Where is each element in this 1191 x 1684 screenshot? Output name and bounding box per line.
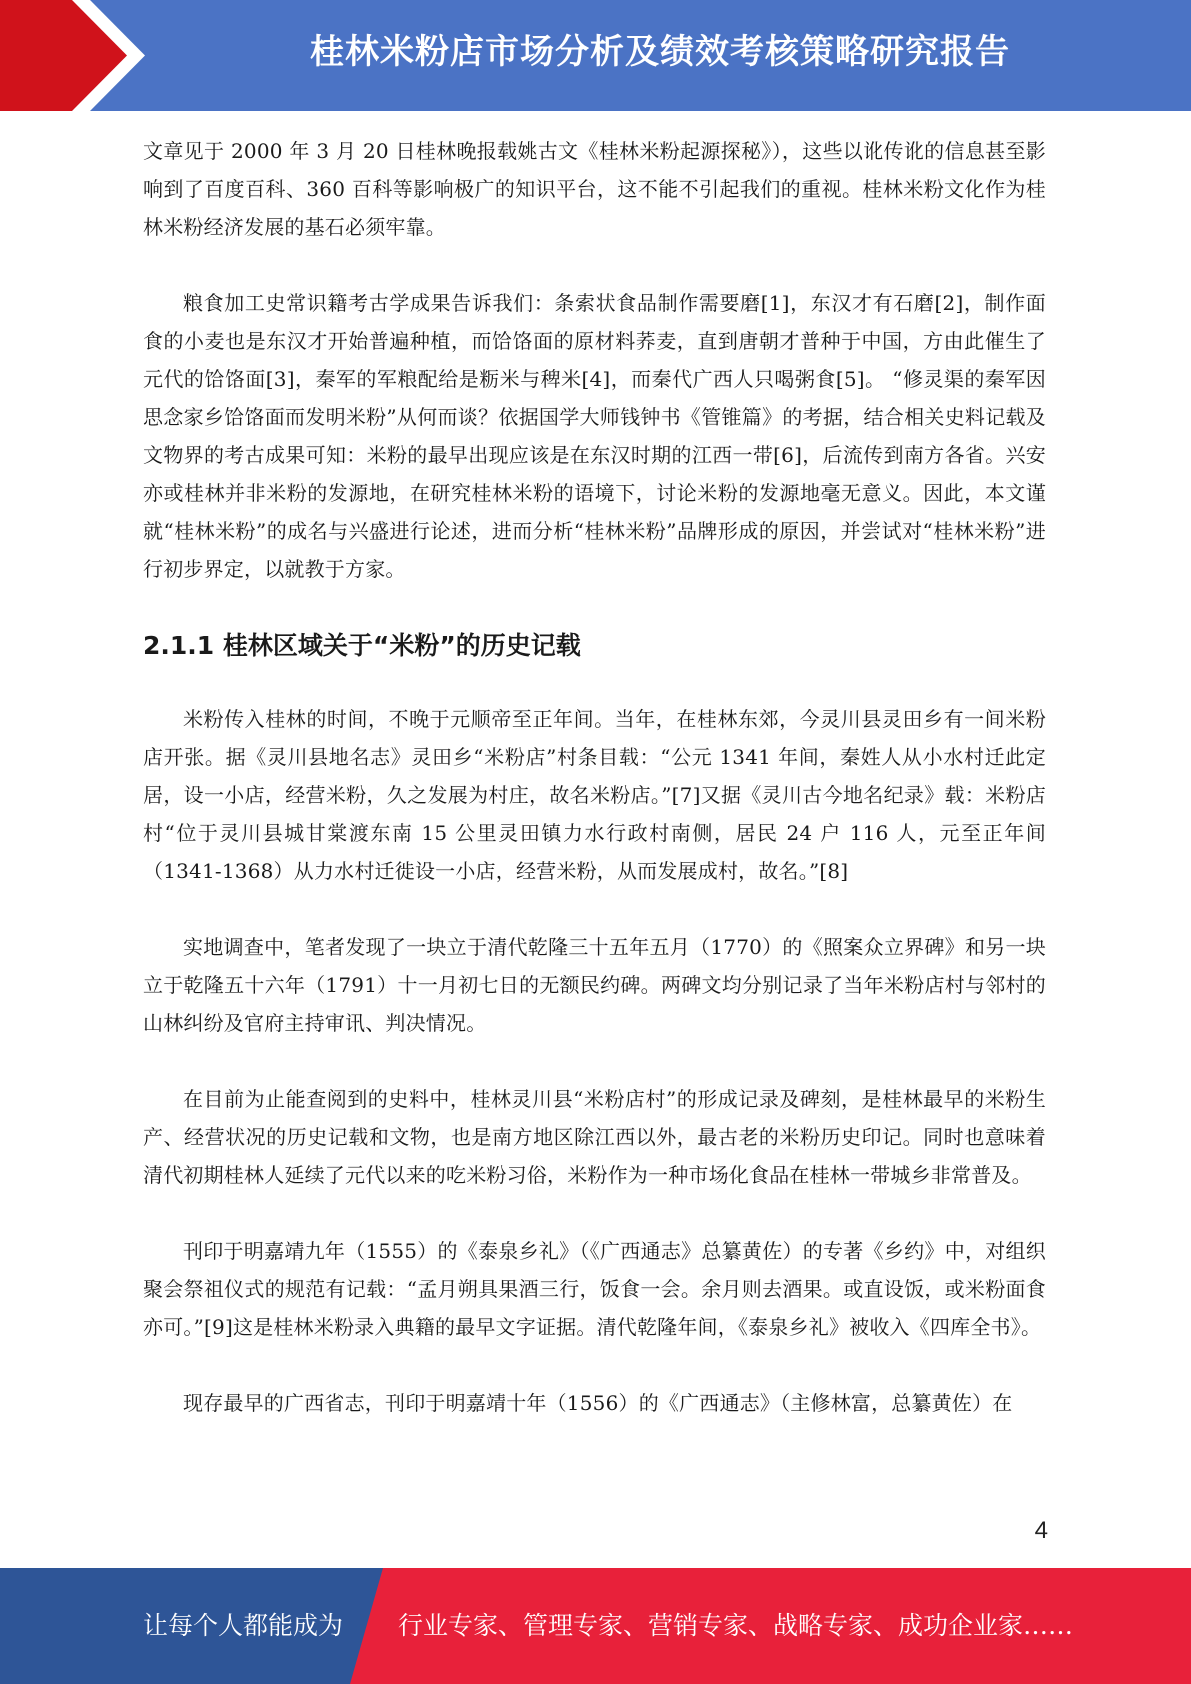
footer-bar — [0, 1568, 1191, 1684]
document-title: 桂林米粉店市场分析及绩效考核策略研究报告 — [310, 32, 1010, 72]
header-bar — [0, 0, 1191, 111]
paragraph-6: 刊印于明嘉靖九年（1555）的《泰泉乡礼》（《广西通志》总纂黄佐）的专著《乡约》中，对组织聚会祭祖仪式的规范有记载：“孟月朔具果酒三行，饭食一会。余月则去酒果。或直设饭，或米粉面食亦可。”[9]这是桂林米粉录入典籍的最早文字证据。清代乾隆年间，《泰泉乡礼》被收入《四库全书》。 — [143, 1239, 1046, 1339]
section-heading: 2.1.1 桂林区域关于“米粉”的历史记载 — [143, 631, 581, 660]
paragraph-7: 现存最早的广西省志，刊印于明嘉靖十年（1556）的《广西通志》（主修林富，总纂黄佐）在 — [183, 1391, 1013, 1415]
paragraph-4: 实地调查中，笔者发现了一块立于清代乾隆三十五年五月（1770）的《照案众立界碑》和另一块立于乾隆五十六年（1791）十一月初七日的无额民约碑。两碑文均分别记录了当年米粉店村与邻村的山林纠纷及官府主持审讯、判决情况。 — [143, 935, 1046, 1035]
paragraph-2: 粮食加工史常识籍考古学成果告诉我们：条索状食品制作需要磨[1]，东汉才有石磨[2]，制作面食的小麦也是东汉才开始普遍种植，而饸饹面的原材料荞麦，直到唐朝才普种于中国，方由此催生了元代的饸饹面[3]，秦军的军粮配给是粝米与稗米[4]，而秦代广西人只喝粥食[5]。 “修灵渠的秦军因思念家乡饸饹面而发明米粉”从何而谈？依据国学大师钱钟书《管锥篇》的考据，结合相关史料记载及文物界的考古成果可知：米粉的最早出现应该是在东汉时期的江西一带[6]，后流传到南方各省。兴安亦或桂林并非米粉的发源地，在研究桂林米粉的语境下，讨论米粉的发源地毫无意义。因此，本文谨就“桂林米粉”的成名与兴盛进行论述，进而分析“桂林米粉”品牌形成的原因，并尝试对“桂林米粉”进行初步界定，以就教于方家。 — [143, 291, 1046, 581]
paragraph-1: 文章见于 2000 年 3 月 20 日桂林晚报载姚古文《桂林米粉起源探秘》），这些以讹传讹的信息甚至影响到了百度百科、360 百科等影响极广的知识平台，这不能不引起我们的重视。桂林米粉文化作为桂林米粉经济发展的基石必须牢靠。 — [143, 139, 1046, 239]
page-number: 4 — [1034, 1517, 1048, 1544]
footer-slogan-left: 让每个人都能成为 — [143, 1611, 344, 1640]
document-body — [143, 132, 1046, 1460]
paragraph-5: 在目前为止能查阅到的史料中，桂林灵川县“米粉店村”的形成记录及碑刻，是桂林最早的米粉生产、经营状况的历史记载和文物，也是南方地区除江西以外，最古老的米粉历史印记。同时也意味着清代初期桂林人延续了元代以来的吃米粉习俗，米粉作为一种市场化食品在桂林一带城乡非常普及。 — [143, 1087, 1046, 1187]
paragraph-3: 米粉传入桂林的时间，不晚于元顺帝至正年间。当年，在桂林东郊，今灵川县灵田乡有一间米粉店开张。据《灵川县地名志》灵田乡“米粉店”村条目载：“公元 1341 年间，秦姓人从小水村迁此定居，设一小店，经营米粉，久之发展为村庄，故名米粉店。”[7]又据《灵川古今地名纪录》载：米粉店村“位于灵川县城甘棠渡东南 15 公里灵田镇力水行政村南侧，居民 24 户 116 人，元至正年间（1341-1368）从力水村迁徙设一小店，经营米粉，从而发展成村，故名。”[8] — [143, 707, 1046, 883]
footer-slogan-right: 行业专家、管理专家、营销专家、战略专家、成功企业家…… — [398, 1611, 1074, 1640]
header-arrow-decoration — [0, 0, 150, 111]
